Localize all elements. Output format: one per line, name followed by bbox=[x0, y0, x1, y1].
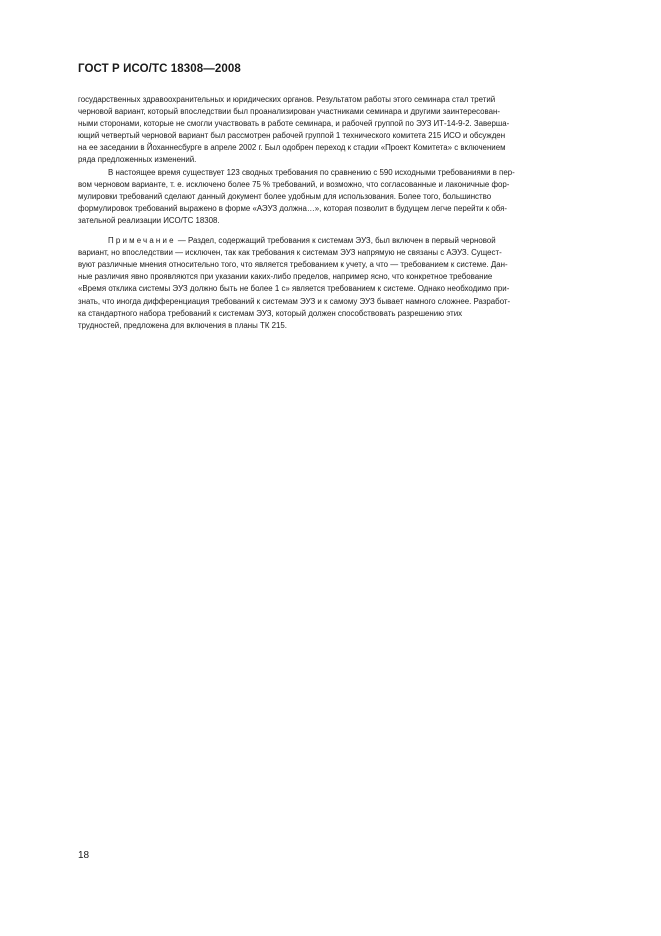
paragraph-continuation: государственных здравоохранительных и юридических органов. Результатом работы этого семинара стал третий черновой вариант, который впоследствии был проанализирован участниками семинара и другими заинтересован- ными сторонами, которые не смогли участвовать в работе семинара, и рабочей группой по ЭУЗ ИТ-14-9-2. Заверша- ющий четвертый черновой вариант был рассмотрен рабочей группой 1 технического комитета 215 ИСО и обсужден на ее заседании в Йоханнесбурге в апреле 2002 г. Был одобрен переход к стадии «Проект Комитета» с включением ряда предложенных изменений. bbox=[78, 95, 510, 165]
document-body bbox=[78, 94, 599, 332]
note-label: Примечание bbox=[108, 236, 176, 246]
page-number: 18 bbox=[78, 850, 90, 861]
note-paragraph bbox=[78, 235, 599, 332]
paragraph-requirements-count: В настоящее время существует 123 сводных требования по сравнению с 590 исходными требованиями в пер- вом черновом варианте, т. е. исключено более 75 % требований, и возможно, что согласованные и лаконичные фор- мулировки требований сделают данный документ более удобным для использования. Более того, большинство формулировок требований выражено в форме «АЭУЗ должна…», которая позволит в будущем легче перейти к обя- зательной реализации ИСО/ТС 18308. bbox=[78, 167, 515, 225]
note-text: — Раздел, содержащий требования к системам ЭУЗ, был включен в первый черновой вариант, но впоследствии — исключен, так как требования к системам ЭУЗ напрямую не связаны с АЭУЗ. Сущест- вуют различные мнения относительно того, что является требованием к учету, а что — требованием к системе. Дан- ные различия явно проявляются при указании каких-либо пределов, например ясно, что конкретное требование «Время отклика системы ЭУЗ должно быть не более 1 с» является требованием к системе. Однако необходимо при- знать, что иногда дифференциация требований к системам ЭУЗ и к самому ЭУЗ бывает намного сложнее. Разработ- ка стандартного набора требований к системам ЭУЗ, который должен способствовать разрешению этих трудностей, предложена для включения в планы ТК 215. bbox=[78, 236, 511, 330]
document-header: ГОСТ Р ИСО/ТС 18308—2008 bbox=[78, 63, 241, 75]
